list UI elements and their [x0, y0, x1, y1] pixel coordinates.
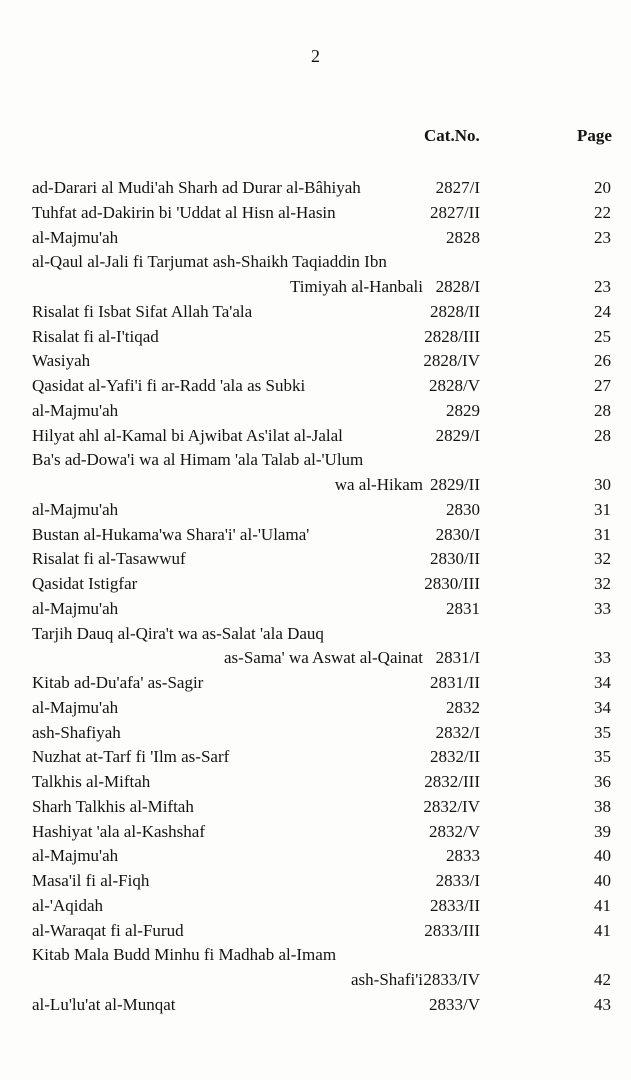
entry-cat-no: 2829/II — [429, 475, 480, 494]
entry-page: 28 — [594, 425, 611, 445]
entry-cat-no: 2828/IV — [423, 351, 480, 371]
catalog-entry-row — [0, 522, 631, 547]
catalog-entry-row — [0, 942, 631, 967]
entry-cat-no: 2832/V — [429, 821, 480, 841]
catalog-entry-row — [0, 596, 631, 621]
entry-title: Timiyah al-Hanbali — [290, 277, 423, 296]
entry-page: 35 — [594, 722, 611, 742]
entry-cat-no: 2830 — [446, 499, 480, 519]
entry-title: Risalat fi Isbat Sifat Allah Ta'ala — [32, 301, 253, 321]
catalog-entry-row — [0, 398, 631, 423]
catalog-entry-row — [0, 546, 631, 571]
entry-title: Qasidat al-Yafi'i fi ar-Radd 'ala as Subki — [32, 376, 306, 395]
entry-cat-no: 2828 — [446, 227, 480, 247]
entry-page: 35 — [594, 747, 611, 767]
entry-title: Talkhis al-Miftah — [32, 772, 151, 791]
entry-page: 31 — [594, 524, 611, 544]
entry-title: al-Qaul al-Jali fi Tarjumat ash-Shaikh Taqiaddin Ibn — [32, 252, 387, 272]
entry-page: 43 — [594, 994, 611, 1014]
catalog-entry-row — [0, 670, 631, 695]
entry-page: 24 — [594, 301, 611, 321]
entry-page: 40 — [594, 871, 611, 890]
entry-cat-no: 2833/V — [429, 994, 480, 1014]
catalog-entry-row — [0, 843, 631, 868]
entry-page: 27 — [594, 376, 611, 395]
entry-cat-no: 2830/III — [424, 574, 480, 593]
catalog-entry-row — [0, 472, 631, 497]
catalog-entry-row — [0, 299, 631, 324]
entry-cat-no: 2833/IV — [423, 970, 480, 989]
entry-cat-no: 2828/I — [435, 277, 480, 296]
entry-title: Wasiyah — [32, 351, 91, 371]
entry-title: Risalat fi al-Tasawwuf — [32, 549, 186, 569]
entry-title: Kitab Mala Budd Minhu fi Madhab al-Imam — [32, 945, 337, 965]
entry-cat-no: 2832/III — [424, 772, 480, 791]
entry-cat-no: 2831/I — [435, 648, 480, 668]
entry-page: 34 — [594, 673, 611, 692]
entry-page: 23 — [594, 227, 611, 247]
catalog-entry-row — [0, 769, 631, 794]
entry-title: Masa'il fi al-Fiqh — [32, 871, 150, 890]
entry-cat-no: 2829 — [446, 400, 480, 420]
entry-title: al-Majmu'ah — [32, 846, 119, 866]
entry-page: 23 — [594, 277, 611, 296]
entry-page: 31 — [594, 499, 611, 519]
entry-page: 22 — [594, 202, 611, 222]
entry-cat-no: 2830/II — [429, 549, 480, 569]
entry-title: al-Majmu'ah — [32, 697, 119, 717]
page-number: 2 — [311, 46, 320, 66]
entry-page: 41 — [594, 920, 611, 940]
entry-cat-no: 2827/I — [435, 178, 480, 197]
entry-page: 33 — [594, 598, 611, 618]
entry-title: al-Majmu'ah — [32, 400, 119, 420]
entry-page: 42 — [594, 970, 611, 989]
entry-page: 25 — [594, 326, 611, 346]
entry-page: 28 — [594, 400, 611, 420]
entry-page: 41 — [594, 895, 611, 915]
entry-title: Hilyat ahl al-Kamal bi Ajwibat As'ilat al-Jalal — [32, 425, 343, 445]
entry-cat-no: 2828/II — [429, 301, 480, 321]
entry-title: al-Majmu'ah — [32, 227, 119, 247]
entry-cat-no: 2833 — [446, 846, 480, 866]
cat-no-header: Cat.No. — [424, 126, 480, 145]
entry-cat-no: 2830/I — [435, 524, 480, 544]
catalog-entry-row — [0, 645, 631, 670]
entry-title: Tarjih Dauq al-Qira't wa as-Salat 'ala Dauq — [32, 623, 324, 643]
catalog-entry-row — [0, 744, 631, 769]
catalog-entry-row — [0, 893, 631, 918]
entry-title: Sharh Talkhis al-Miftah — [32, 796, 194, 816]
entry-cat-no: 2833/III — [424, 920, 480, 940]
entry-title: Hashiyat 'ala al-Kashshaf — [32, 821, 205, 841]
entry-cat-no: 2832/I — [435, 722, 480, 742]
entry-cat-no: 2828/V — [429, 376, 480, 395]
catalog-entry-row — [0, 200, 631, 225]
entry-page: 33 — [594, 648, 611, 668]
catalog-entry-row — [0, 819, 631, 844]
entry-page: 38 — [594, 796, 611, 816]
entry-cat-no: 2827/II — [429, 202, 480, 222]
entry-title: Bustan al-Hukama'wa Shara'i' al-'Ulama' — [32, 524, 310, 544]
entry-cat-no: 2832/IV — [423, 796, 480, 816]
entry-title: Nuzhat at-Tarf fi 'Ilm as-Sarf — [32, 747, 230, 767]
entry-title: al-Waraqat fi al-Furud — [32, 920, 184, 940]
catalog-entry-row — [0, 571, 631, 596]
catalog-entry-row — [0, 348, 631, 373]
catalog-entry-row — [0, 249, 631, 274]
entry-title: Ba's ad-Dowa'i wa al Himam 'ala Talab al-'Ulum — [32, 450, 364, 470]
catalog-entry-row — [0, 447, 631, 472]
catalog-entry-row — [0, 695, 631, 720]
catalog-entry-row — [0, 868, 631, 893]
entry-cat-no: 2833/II — [429, 895, 480, 915]
entry-title: Risalat fi al-I'tiqad — [32, 326, 159, 346]
entry-cat-no: 2833/I — [435, 871, 480, 890]
entry-title: ash-Shafiyah — [32, 722, 121, 742]
catalog-entry-row — [0, 918, 631, 943]
entry-title: wa al-Hikam — [334, 475, 423, 494]
page-header: Page — [577, 126, 612, 145]
entry-title: Kitab ad-Du'afa' as-Sagir — [32, 673, 204, 692]
catalog-entry-row — [0, 373, 631, 398]
catalog-entry-row — [0, 324, 631, 349]
entry-cat-no: 2832 — [446, 697, 480, 717]
catalog-entry-row — [0, 175, 631, 200]
catalog-entry-row — [0, 225, 631, 250]
entry-title: al-Majmu'ah — [32, 499, 119, 519]
catalog-entry-row — [0, 423, 631, 448]
entry-cat-no: 2828/III — [424, 326, 480, 346]
entry-page: 39 — [594, 821, 611, 841]
entry-title: ash-Shafi'i — [351, 970, 423, 989]
entry-title: al-Majmu'ah — [32, 598, 119, 618]
catalog-entry-row — [0, 497, 631, 522]
entry-page: 40 — [594, 846, 611, 866]
entry-title: as-Sama' wa Aswat al-Qainat — [224, 648, 423, 668]
entry-page: 20 — [594, 178, 611, 197]
entry-cat-no: 2831/II — [429, 673, 480, 692]
entry-cat-no: 2832/II — [429, 747, 480, 767]
catalog-entry-row — [0, 794, 631, 819]
entry-title: ad-Darari al Mudi'ah Sharh ad Durar al-Bâhiyah — [32, 178, 361, 197]
catalog-entry-row — [0, 720, 631, 745]
entry-page: 32 — [594, 574, 611, 593]
entry-title: Qasidat Istigfar — [32, 574, 138, 593]
entry-title: Tuhfat ad-Dakirin bi 'Uddat al Hisn al-Hasin — [32, 202, 336, 222]
catalog-entry-row — [0, 621, 631, 646]
entry-page: 36 — [594, 772, 611, 791]
entry-title: al-Lu'lu'at al-Munqat — [32, 994, 176, 1014]
catalog-entry-row — [0, 992, 631, 1017]
entry-cat-no: 2829/I — [435, 425, 480, 445]
entry-title: al-'Aqidah — [32, 895, 104, 915]
catalog-entry-row — [0, 274, 631, 299]
entry-page: 26 — [594, 351, 611, 371]
catalog-entry-row — [0, 967, 631, 992]
entry-page: 32 — [594, 549, 611, 569]
entry-cat-no: 2831 — [446, 598, 480, 618]
entry-page: 30 — [594, 475, 611, 494]
entry-page: 34 — [594, 697, 611, 717]
